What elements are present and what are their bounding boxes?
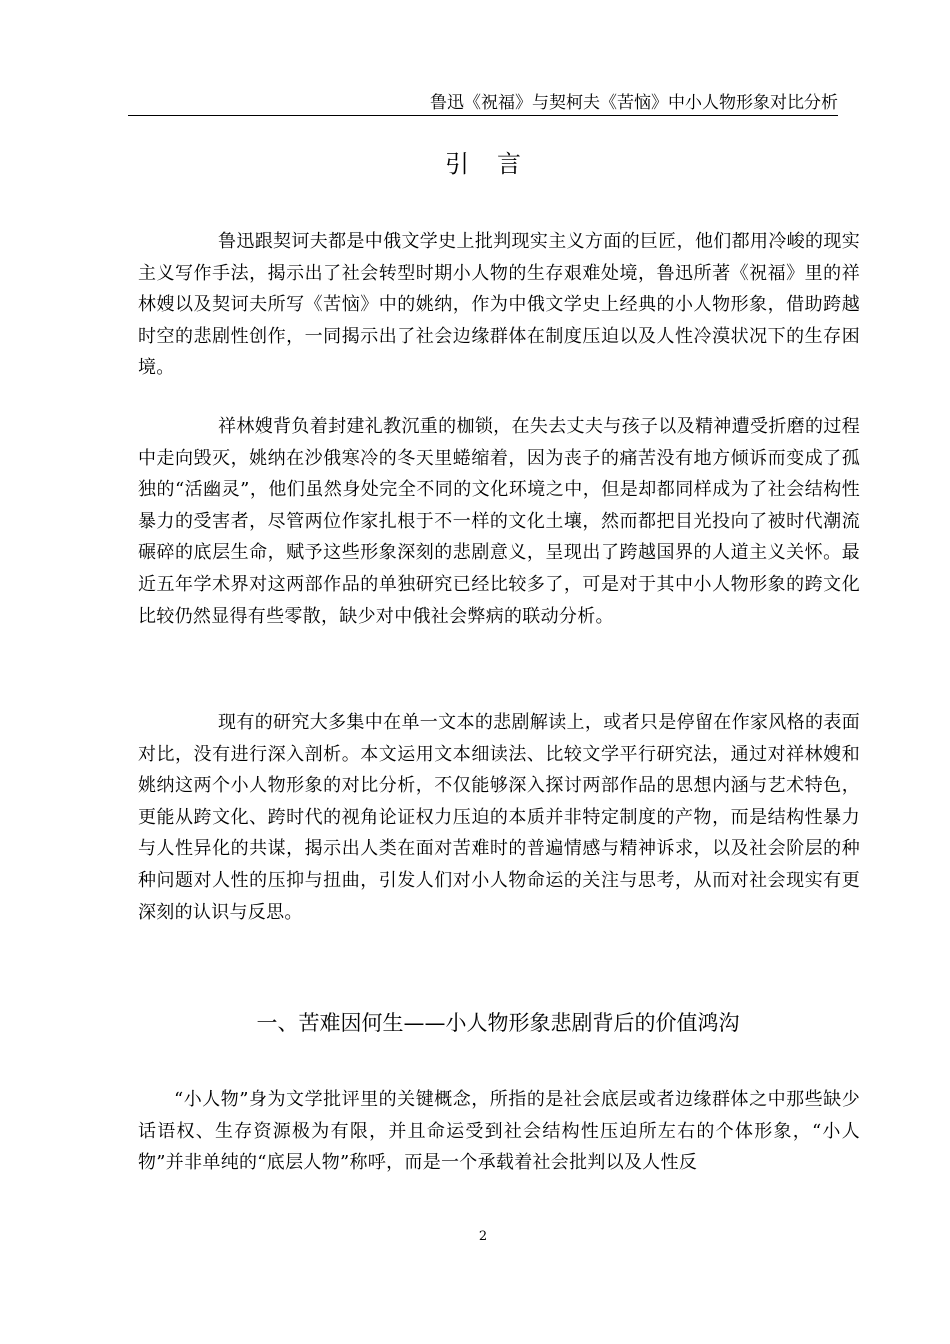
running-header: 鲁迅《祝福》与契柯夫《苦恼》中小人物形象对比分析: [430, 93, 838, 113]
section-paragraph-1: “小人物”身为文学批评里的关键概念，所指的是社会底层或者边缘群体之中那些缺少话语权、生存资源极为有限，并且命运受到社会结构性压迫所左右的个体形象，“小人物”并非单纯的“底层人物”称呼，而是一个承载着社会批判以及人性反: [138, 1089, 860, 1174]
header-divider: [128, 115, 838, 116]
section-heading: 一、苦难因何生——小人物形象悲剧背后的价值鸿沟: [256, 1011, 740, 1035]
intro-paragraph-3: 现有的研究大多集中在单一文本的悲剧解读上，或者只是停留在作家风格的表面对比，没有进行深入剖析。本文运用文本细读法、比较文学平行研究法，通过对祥林嫂和姚纳这两个小人物形象的对比分析，不仅能够深入探讨两部作品的思想内涵与艺术特色，更能从跨文化、跨时代的视角论证权力压迫的本质并非特定制度的产物，而是结构性暴力与人性异化的共谋，揭示出人类在面对苦难时的普遍情感与精神诉求，以及社会阶层的种种问题对人性的压抑与扭曲，引发人们对小人物命运的关注与思考，从而对社会现实有更深刻的认识与反思。: [138, 712, 860, 923]
intro-paragraph-1: 鲁迅跟契诃夫都是中俄文学史上批判现实主义方面的巨匠，他们都用冷峻的现实主义写作手法，揭示出了社会转型时期小人物的生存艰难处境，鲁迅所著《祝福》里的祥林嫂以及契诃夫所写《苦恼》中的姚纳，作为中俄文学史上经典的小人物形象，借助跨越时空的悲剧性创作，一同揭示出了社会边缘群体在制度压迫以及人性冷漠状况下的生存困境。: [138, 231, 860, 379]
intro-paragraph-2: 祥林嫂背负着封建礼教沉重的枷锁，在失去丈夫与孩子以及精神遭受折磨的过程中走向毁灭，姚纳在沙俄寒冷的冬天里蜷缩着，因为丧子的痛苦没有地方倾诉而变成了孤独的“活幽灵”，他们虽然身处完全不同的文化环境之中，但是却都同样成为了社会结构性暴力的受害者，尽管两位作家扎根于不一样的文化土壤，然而都把目光投向了被时代潮流碾碎的底层生命，赋予这些形象深刻的悲剧意义，呈现出了跨越国界的人道主义关怀。最近五年学术界对这两部作品的单独研究已经比较多了，可是对于其中小人物形象的跨文化比较仍然显得有些零散，缺少对中俄社会弊病的联动分析。: [138, 416, 860, 627]
page-number: 2: [478, 1229, 488, 1244]
page-title: 引言: [445, 150, 549, 178]
